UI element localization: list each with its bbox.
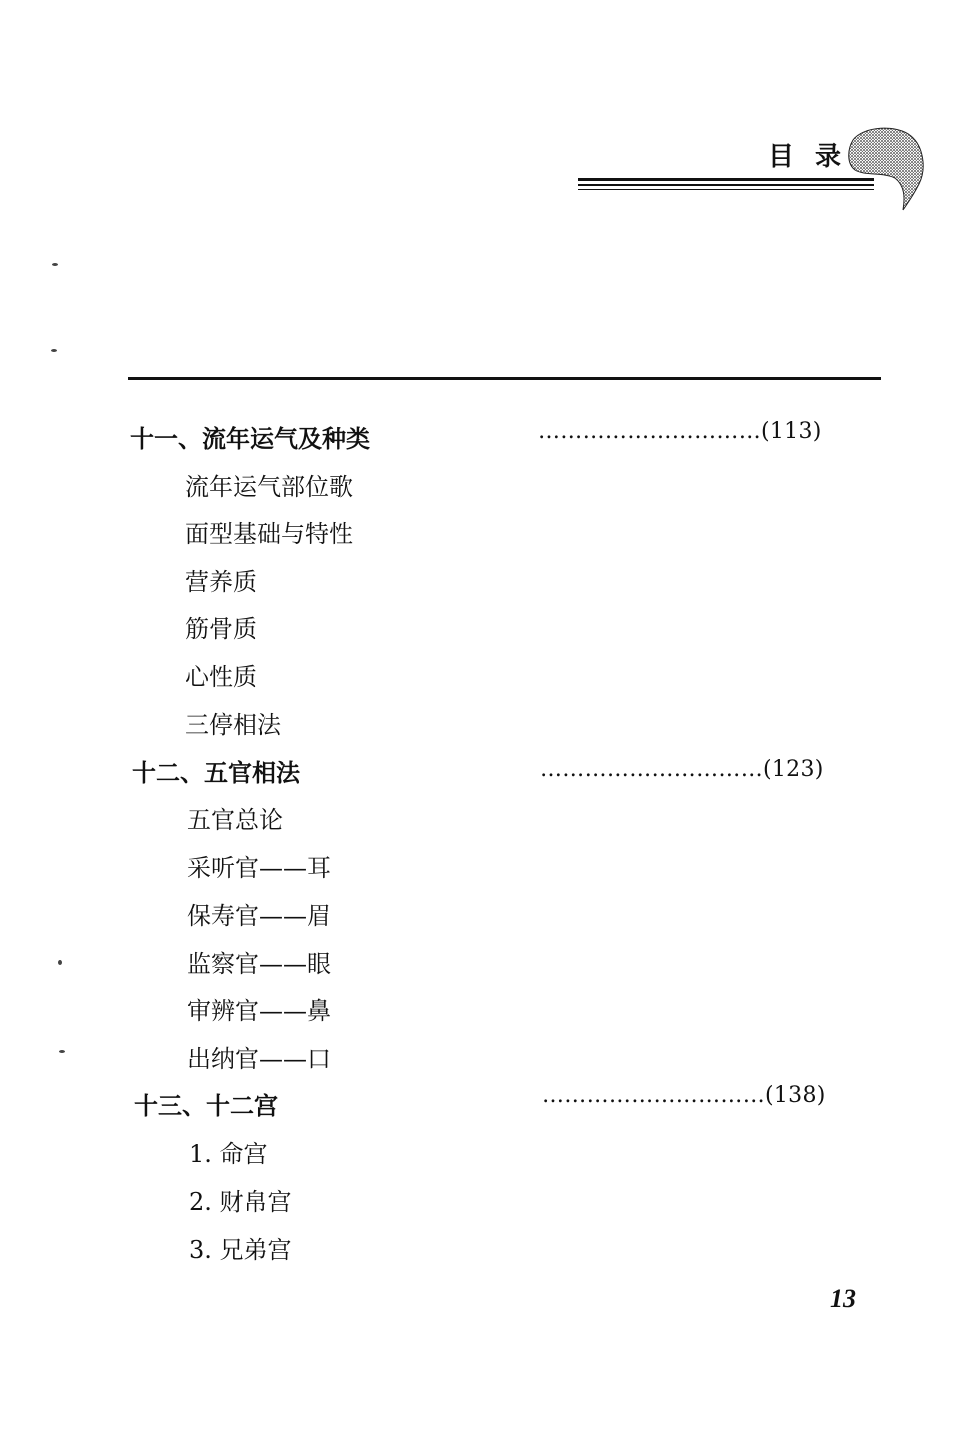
toc-entry: 五官总论	[187, 806, 283, 834]
toc-entry: 采听官——耳	[187, 854, 331, 882]
toc-chapter-title: 十三、十二宫	[134, 1092, 278, 1120]
toc-chapter-title: 十二、五官相法	[132, 759, 300, 787]
toc-entry: 筋骨质	[185, 615, 257, 643]
toc-chapter-title: 十一、流年运气及种类	[130, 425, 370, 453]
toc-entry: 监察官——眼	[187, 950, 331, 978]
scan-speck	[59, 1050, 65, 1053]
header-rule	[578, 178, 874, 181]
scan-speck	[51, 349, 57, 352]
toc-entry: 营养质	[185, 568, 257, 596]
decorative-leaf-ornament	[845, 122, 925, 214]
toc-entry: 1. 命宫	[189, 1140, 268, 1168]
toc-entry: 3. 兄弟宫	[189, 1236, 292, 1264]
toc-entry: 2. 财帛宫	[189, 1188, 292, 1216]
toc-entry: 三停相法	[185, 711, 281, 739]
toc-entry: 保寿官——眉	[187, 902, 331, 930]
header-rule	[578, 184, 874, 186]
toc-chapter-page-ref: …………………………(123)	[540, 757, 824, 782]
toc-entry: 心性质	[185, 663, 257, 691]
toc-entry: 审辨官——鼻	[187, 997, 331, 1025]
scan-speck	[52, 263, 58, 266]
main-divider	[128, 377, 881, 380]
toc-entry: 出纳官——口	[187, 1045, 331, 1073]
toc-chapter-page-ref: …………………………(138)	[542, 1083, 826, 1108]
section-title: 目 录	[768, 142, 848, 172]
toc-chapter-page-ref: …………………………(113)	[538, 419, 822, 444]
header-rule	[578, 189, 874, 190]
scan-speck	[58, 960, 62, 965]
page-number: 13	[830, 1284, 856, 1313]
toc-entry: 面型基础与特性	[185, 520, 353, 548]
toc-entry: 流年运气部位歌	[185, 473, 353, 501]
